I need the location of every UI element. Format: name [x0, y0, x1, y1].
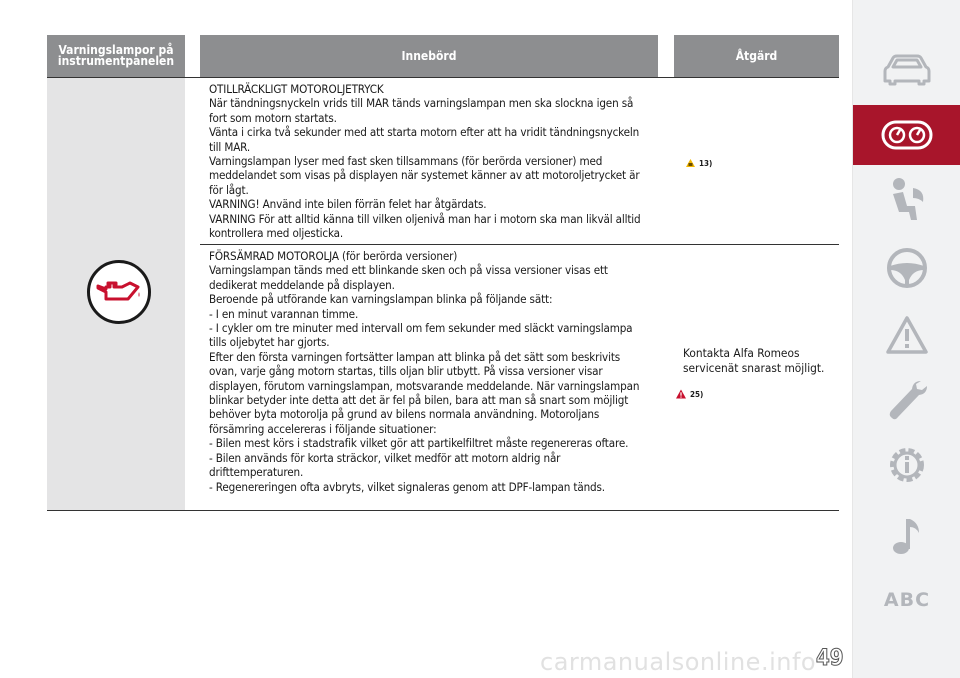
text-line: displayen, förutom varningslampan, motsvarande meddelande. När varningslampan: [209, 378, 640, 393]
sidebar-item-technical-data[interactable]: [853, 435, 960, 495]
text-line: När tändningsnyckeln vrids till MAR tänds varningslampan men ska slockna igen så: [209, 96, 634, 111]
text-line: meddelandet som visas på displayen när systemet känner av att motoroljetrycket är: [209, 168, 640, 183]
text-line: FÖRSÄMRAD MOTOROLJA (för berörda versioner): [209, 249, 458, 263]
sidebar-item-emergency[interactable]: [853, 305, 960, 365]
text-line: blinkar betyder inte detta att det är fel på bilen, bara att man så snart som möjligt: [209, 393, 629, 408]
chapter-sidebar: [852, 0, 960, 678]
text-line: Efter den första varningen fortsätter lampan att blinka på det sätt som beskrivits: [209, 349, 621, 364]
text-line: till MAR.: [209, 139, 251, 154]
header-meaning: Innebörd: [200, 35, 658, 77]
text-line: fort som motorn startats.: [209, 110, 337, 125]
text-line: kontrollera med oljesticka.: [209, 226, 344, 241]
wrench-icon: [885, 377, 929, 423]
text-line: Beroende på utförande kan varningslampan blinka på följande sätt:: [209, 292, 553, 307]
action-contact-service: Kontakta Alfa Romeos servicenät snarast möjligt.: [683, 346, 825, 375]
text-line: Vänta i cirka två sekunder med att starta motorn efter att ha vridit tändningsnyckeln: [209, 125, 640, 140]
text-line: - Regenereringen ofta avbryts, vilket signaleras genom att DPF-lampan tänds.: [209, 479, 605, 494]
page-number: 49: [816, 646, 844, 671]
text-line: OTILLRÄCKLIGT MOTOROLJETRYCK: [209, 82, 384, 96]
info-gear-icon: [884, 442, 930, 488]
sidebar-item-car[interactable]: [853, 40, 960, 100]
table-header: [47, 35, 839, 77]
sidebar-item-driving[interactable]: [853, 238, 960, 298]
reference-25[interactable]: 25): [675, 389, 703, 399]
text-line: ovan, varje gång motorn startas, tills oljan blir utbytt. På vissa versioner visar: [209, 364, 603, 379]
text-line: drifttemperaturen.: [209, 465, 304, 480]
abc-index-label: ABC: [883, 589, 931, 611]
text-line: VARNING För att alltid känna till vilken oljenivå man har i motorn ska man likväl alltid: [209, 211, 641, 226]
sidebar-item-maintenance[interactable]: [853, 370, 960, 430]
warning-triangle-icon: [885, 315, 929, 355]
text-line: Varningslampan tänds med ett blinkande sken och på vissa versioner visas ett: [209, 263, 608, 278]
table-bottom-rule: [47, 510, 839, 511]
text-line: - Bilen mest körs i stadstrafik vilket gör att partikelfiltret måste regenereras oftare.: [209, 436, 629, 451]
steering-wheel-icon: [885, 246, 929, 290]
text-line: dedikerat meddelande på displayen.: [209, 277, 395, 292]
row-divider: [200, 244, 839, 245]
dashboard-gauges-icon: [881, 119, 933, 151]
text-line: Varningslampan lyser med fast sken tillsammans (för berörda versioner) med: [209, 154, 603, 169]
text-line: - I cykler om tre minuter med intervall om fem sekunder med släckt varningslampa: [209, 321, 633, 336]
oil-can-icon: [87, 260, 151, 324]
header-lamp: Varningslampor på instrumentpanelen: [47, 35, 185, 77]
seat-airbag-icon: [885, 176, 929, 224]
sidebar-item-safety[interactable]: [853, 170, 960, 230]
reference-13[interactable]: 13): [685, 158, 712, 168]
row-degraded-oil: [209, 249, 669, 494]
warning-triangle-icon: [675, 389, 687, 399]
watermark: carmanualsonline.info: [540, 648, 817, 676]
text-line: tills oljebytet har gjorts.: [209, 335, 330, 350]
music-note-icon: [889, 513, 925, 557]
text-line: VARNING! Använd inte bilen förrän felet har åtgärdats.: [209, 197, 487, 212]
header-action: Åtgärd: [674, 35, 839, 77]
text-line: - I en minut varannan timme.: [209, 306, 359, 321]
car-icon: [882, 53, 932, 87]
text-line: försämring accelereras i följande situationer:: [209, 421, 437, 436]
sidebar-item-index[interactable]: [853, 570, 960, 630]
text-line: - Bilen används för korta sträckor, vilket medför att motorn aldrig når: [209, 450, 561, 465]
sidebar-item-dashboard[interactable]: [853, 105, 960, 165]
row-oil-pressure: [209, 82, 669, 240]
hand-warning-icon: [685, 158, 696, 168]
text-line: för lågt.: [209, 182, 249, 197]
sidebar-item-multimedia[interactable]: [853, 505, 960, 565]
text-line: behöver byta motorolja på grund av bilens normala användning. Motoroljans: [209, 407, 600, 422]
